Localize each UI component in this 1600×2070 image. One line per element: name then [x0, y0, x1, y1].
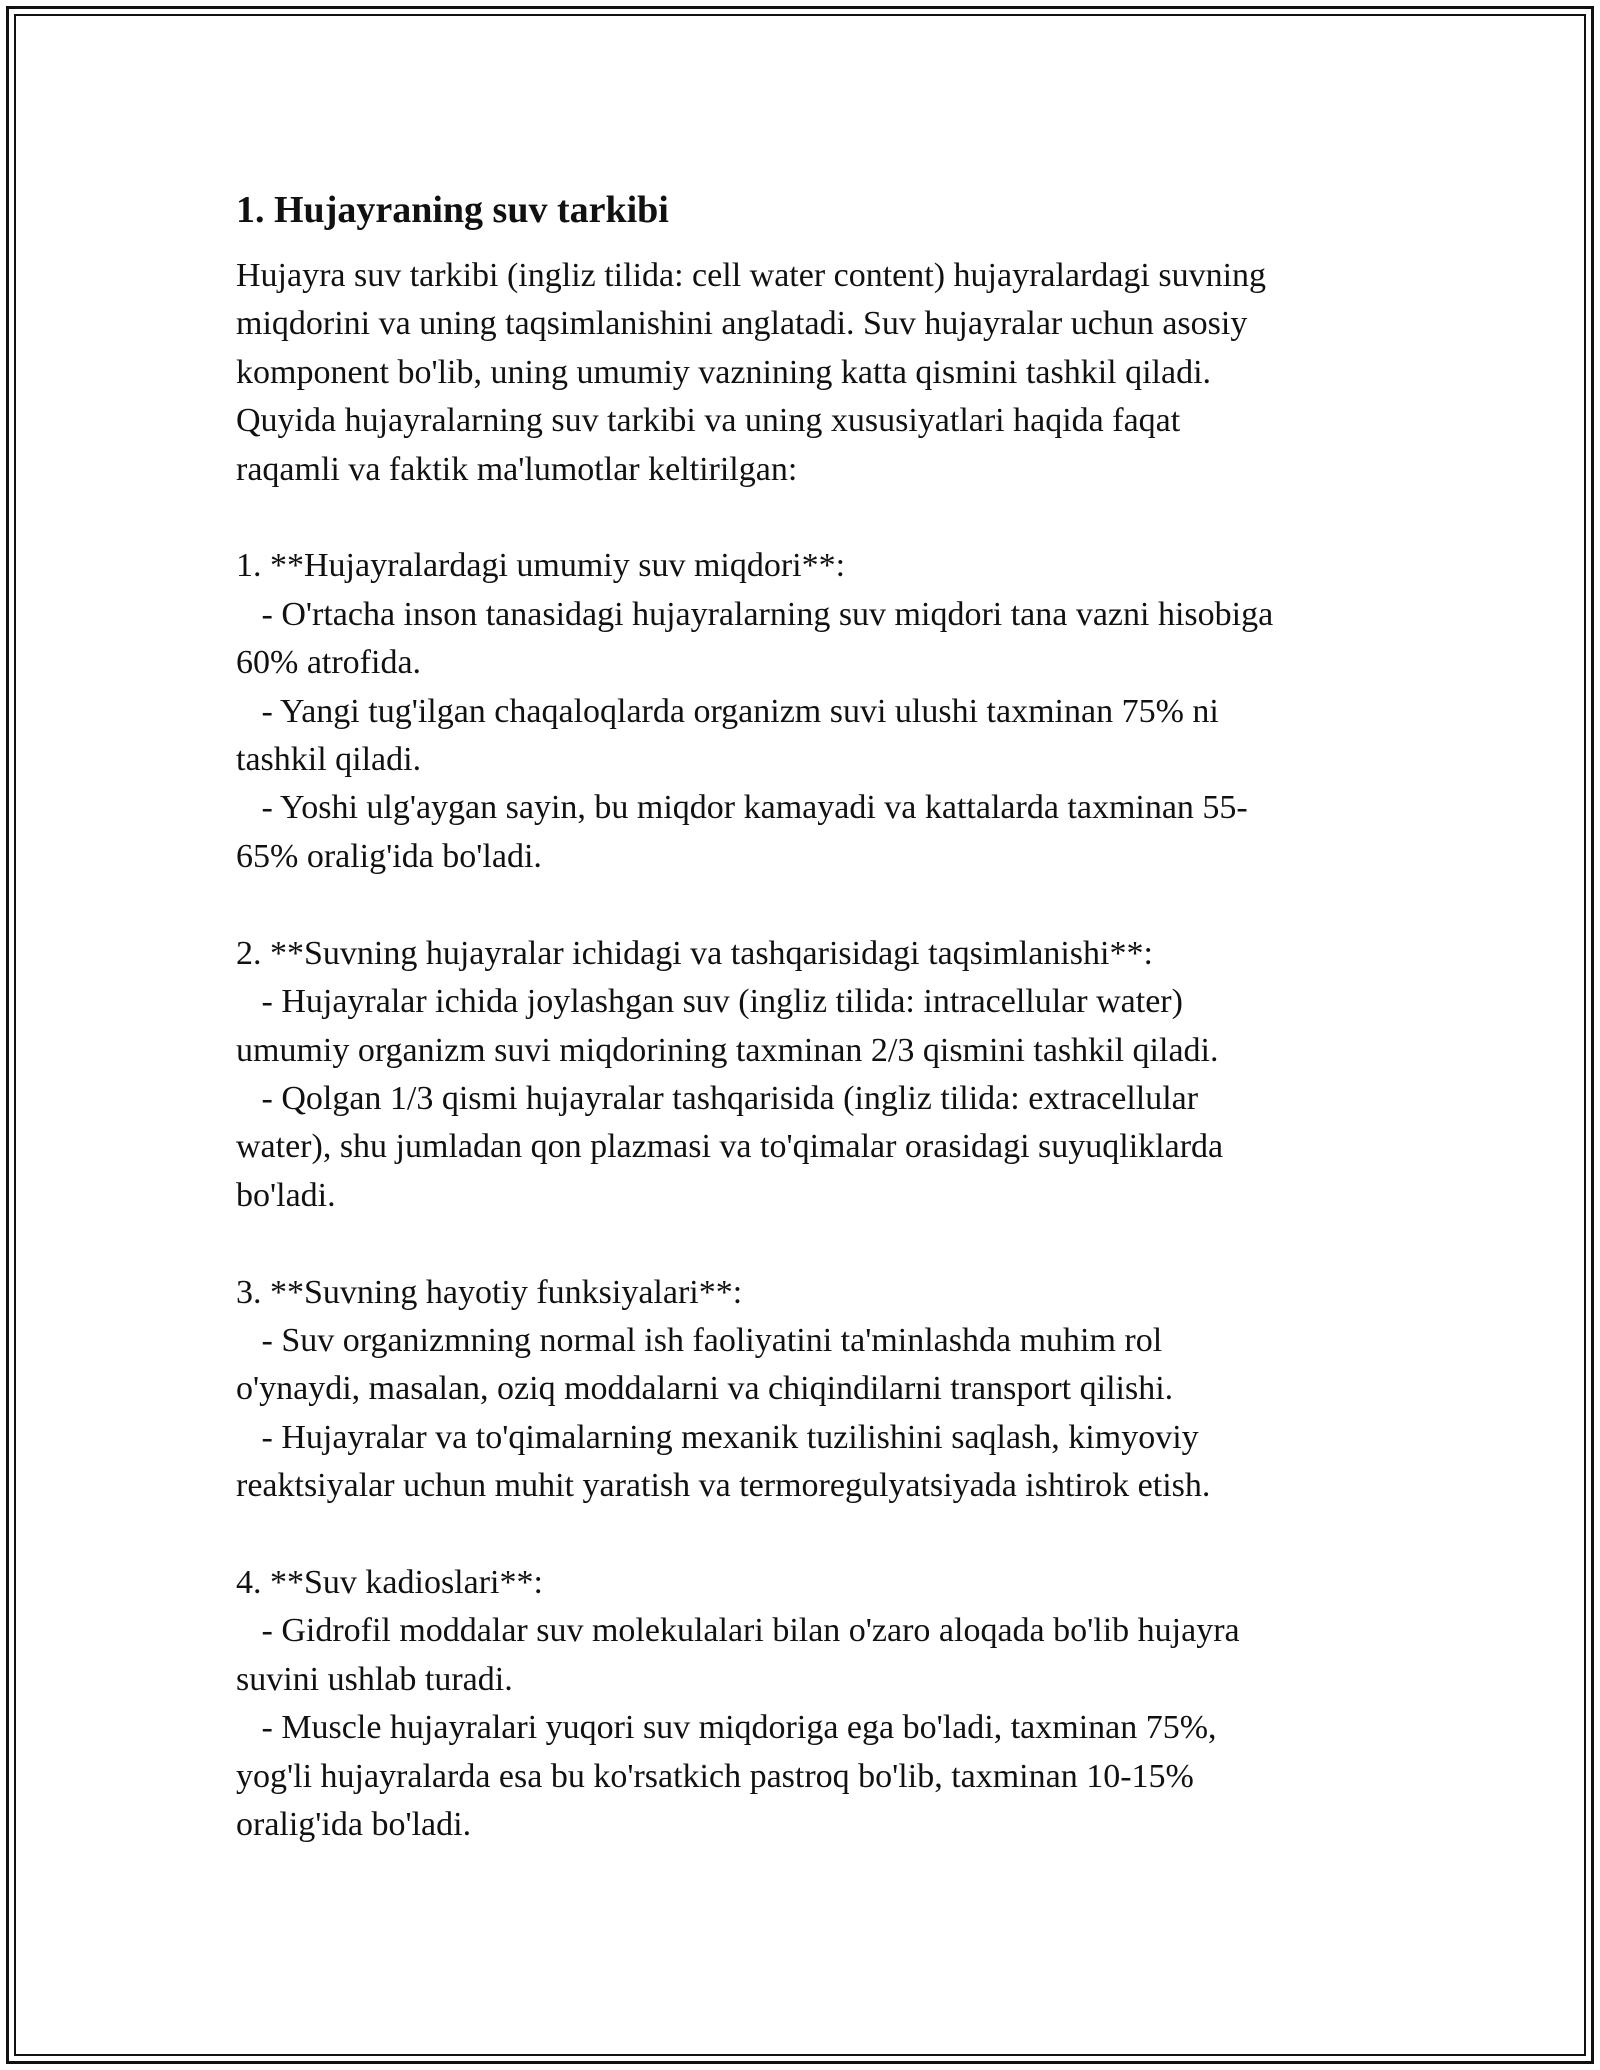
document-body: Hujayra suv tarkibi (ingliz tilida: cell water content) hujayralardagi suvning miqdorini va uning taqsimlanishini anglatadi. Suv hujayralar uchun asosiy komponent bo'lib, uning umumiy vaznining katta qismini tashkil qiladi. Quyida hujayralarning suv tarkibi va uning xususiyatlari haqida faqat raqamli va faktik ma'lumotlar keltirilgan: 1. **Hujayralardagi umumiy suv miqdori**: - O'rtacha inson tanasidagi hujayralarning suv miqdori tana vazni hisobiga 60% atrofida. - Yangi tug'ilgan chaqaloqlarda organizm suvi ulushi taxminan 75% ni tashkil qiladi. - Yoshi ulg'aygan sayin, bu miqdor kamayadi va kattalarda taxminan 55- 65% oralig'ida bo'ladi. 2. **Suvning hujayralar ichidagi va tashqarisidagi taqsimlanishi**: - Hujayralar ichida joylashgan suv (ingliz tilida: intracellular water) umumiy organizm suvi miqdorining taxminan 2/3 qismini tashkil qiladi. - Qolgan 1/3 qismi hujayralar tashqarisida (ingliz tilida: extracellular water), shu jumladan qon plazmasi va to'qimalar orasidagi suyuqliklarda bo'ladi. 3. **Suvning hayotiy funksiyalari**: - Suv organizmning normal ish faoliyatini ta'minlashda muhim rol o'ynaydi, masalan, oziq moddalarni va chiqindilarni transport qilishi. - Hujayralar va to'qimalarning mexanik tuzilishini saqlash, kimyoviy reaktsiyalar uchun muhit yaratish va termoregulyatsiyada ishtirok etish. 4. **Suv kadioslari**: - Gidrofil moddalar suv molekulalari bilan o'zaro aloqada bo'lib hujayra suvini ushlab turadi. - Muscle hujayralari yuqori suv miqdoriga ega bo'ladi, taxminan 75%, yog'li hujayralarda esa bu ko'rsatkich pastroq bo'lib, taxminan 10-15% oralig'ida bo'ladi.	[236, 257, 1274, 1843]
document-content	[236, 186, 1366, 1849]
document-title: 1. Hujayraning suv tarkibi	[236, 189, 669, 231]
